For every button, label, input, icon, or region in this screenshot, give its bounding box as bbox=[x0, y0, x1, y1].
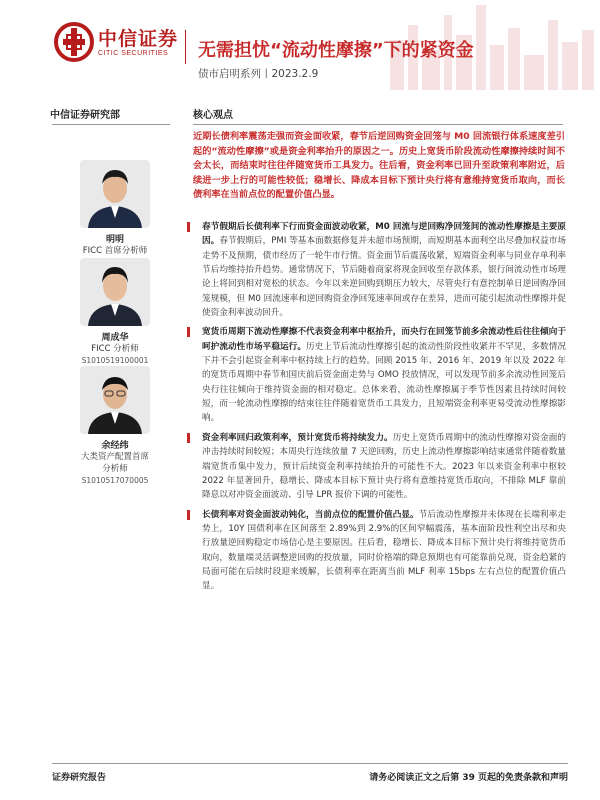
analyst-card bbox=[60, 366, 170, 485]
bullet-point bbox=[186, 325, 566, 425]
analyst-role: 大类资产配置首席 bbox=[80, 452, 149, 462]
analyst-name: 周成华 bbox=[101, 333, 129, 343]
footer-report-type: 证券研究报告 bbox=[52, 773, 107, 783]
bullet-lead: 长债利率对资金面波动钝化，当前点位的配置价值凸显。 bbox=[202, 509, 419, 520]
section-title: 核心观点 bbox=[193, 110, 233, 121]
report-header bbox=[0, 0, 600, 92]
analyst-name: 余经纬 bbox=[101, 441, 129, 451]
bullet-list bbox=[186, 220, 566, 599]
brand-name-en: CITIC SECURITIES bbox=[98, 50, 169, 57]
report-title: 无需担忧“流动性摩擦”下的紧资金 bbox=[198, 40, 474, 61]
section-divider bbox=[193, 124, 563, 125]
bullet-body: 节后流动性摩擦并未体现在长端利率走势上，10Y 国债利率在区间落至 2.89%到 2.9%的区间窄幅震荡，基本面阶段性利空出尽和央行放量逆回购稳定市场信心是主要原因。往后看，稳增长、降成本目标下预计央行将维持宽货币取向，数量端灵活调整逆回购的投放量，同时价格端的降息预期也有可能靠前兑现，资金趋紧的局面可能在后续时段迎来缓解，长债利率在距离当前 MLF 利率 15bps 左右点位的配置价值凸显。 bbox=[202, 509, 566, 592]
citic-logo-icon bbox=[54, 22, 94, 62]
analyst-avatar bbox=[80, 366, 150, 434]
bullet-point bbox=[186, 508, 566, 594]
sidebar-title: 中信证券研究部 bbox=[50, 110, 120, 121]
analyst-license-id: S1010519100001 bbox=[81, 356, 149, 365]
bullet-body: 历史上节后流动性摩擦引起的流动性阶段性收紧并不罕见，多数情况下并不会引起资金利率中枢持续上行的趋势。回顾 2015 年、2016 年、2019 年以及 2022 年的宽货币周期中春节和国庆前后资金面走势与 OMO 投放情况，可以发现节前多余流动性回笼后央行往往倾向于维持资金面的相对稳定。总体来看，流动性摩擦属于季节性因素且持续时间较短，而一轮流动性摩擦的结束往往伴随着宽货币工具发力，且短端资金利率更易受流动性摩擦影响。 bbox=[202, 341, 566, 424]
analyst-card bbox=[60, 160, 170, 267]
analyst-role-cont: 分析师 bbox=[102, 464, 128, 474]
bullet-marker bbox=[187, 222, 190, 232]
analyst-license-id: S1010517070005 bbox=[81, 476, 149, 485]
sidebar-divider bbox=[52, 124, 170, 125]
bullet-marker bbox=[187, 327, 190, 337]
citic-logo bbox=[54, 20, 184, 70]
brand-name-cn: 中信证券 bbox=[98, 28, 179, 50]
analyst-role: FICC 首席分析师 bbox=[82, 246, 148, 256]
analyst-name: 明明 bbox=[105, 235, 124, 245]
analyst-avatar bbox=[80, 258, 150, 326]
analyst-avatar bbox=[80, 160, 150, 228]
bullet-lead: 宽货币周期下流动性摩擦不代表资金利率中枢抬升，而央行在回笼节前多余流动性后往往倾向于呵护流动性市场平稳运行。 bbox=[202, 327, 566, 352]
analyst-role: FICC 分析师 bbox=[91, 344, 139, 354]
bullet-marker bbox=[187, 433, 190, 443]
bullet-point bbox=[186, 220, 566, 320]
footer-disclaimer-note: 请务必阅读正文之后第 39 页起的免责条款和声明 bbox=[369, 773, 568, 783]
bullet-lead: 春节假期后长债利率下行而资金面波动收紧，M0 回流与逆回购净回笼间的流动性摩擦是主要原因。 bbox=[202, 222, 566, 247]
analyst-card bbox=[60, 258, 170, 365]
footer-divider bbox=[52, 763, 568, 764]
core-summary: 近期长债利率震荡走强而资金面收紧，春节后逆回购资金回笼与 M0 回流银行体系速度差引起的“流动性摩擦”或是资金利率抬升的原因之一。历史上宽货币阶段流动性摩擦持续时间不会太长，而结束时往往伴随宽货币工具发力。往后看，资金利率已回升至政策利率附近，后续进一步上行的可能性较低；稳增长、降成本目标下预计央行将有意维持宽货币取向，而长债利率在当前点位的配置价值凸显。 bbox=[193, 131, 565, 201]
bullet-body: 历史上宽货币周期中的流动性摩擦对资金面的冲击持续时间较短；本周央行连续放量 7 天逆回购，历史上流动性摩擦影响结束通常伴随着数量端宽货币集中发力，预计后续资金利率持续抬升的可能性不大。2023 年以来资金利率中枢较 2022 年显著回升，稳增长、降成本目标下预计央行将有意维持宽货币取向，不排除 MLF 靠前降息以对冲资金面波动、引导 LPR 报价下调的可能性。 bbox=[202, 432, 566, 501]
bullet-marker bbox=[187, 510, 190, 520]
bullet-lead: 资金利率回归政策利率，预计宽货币将持续发力。 bbox=[202, 432, 393, 443]
header-divider bbox=[185, 30, 186, 64]
report-series-date: 债市启明系列丨2023.2.9 bbox=[198, 68, 319, 80]
bullet-point bbox=[186, 431, 566, 503]
bullet-body: 春节假期后，PMI 等基本面数据修复并未超市场预期，而短期基本面利空出尽叠加权益市场走势不及预期，债市经历了一轮牛市行情。资金面节后震荡收紧，短端资金利率与同业存单利率节后均维持抬升趋势。通常情况下，节后随着商家将现金回收至存款体系，银行间流动性市场理论上将回到相对宽松的状态。今年以来逆回购到期压力较大，尽管央行有意控制单日逆回购净回笼规模，但 M0 回流速率和逆回购资金净回笼速率间或存在差异，进而可能引起流动性摩擦并促使资金利率波动回升。 bbox=[202, 236, 566, 319]
